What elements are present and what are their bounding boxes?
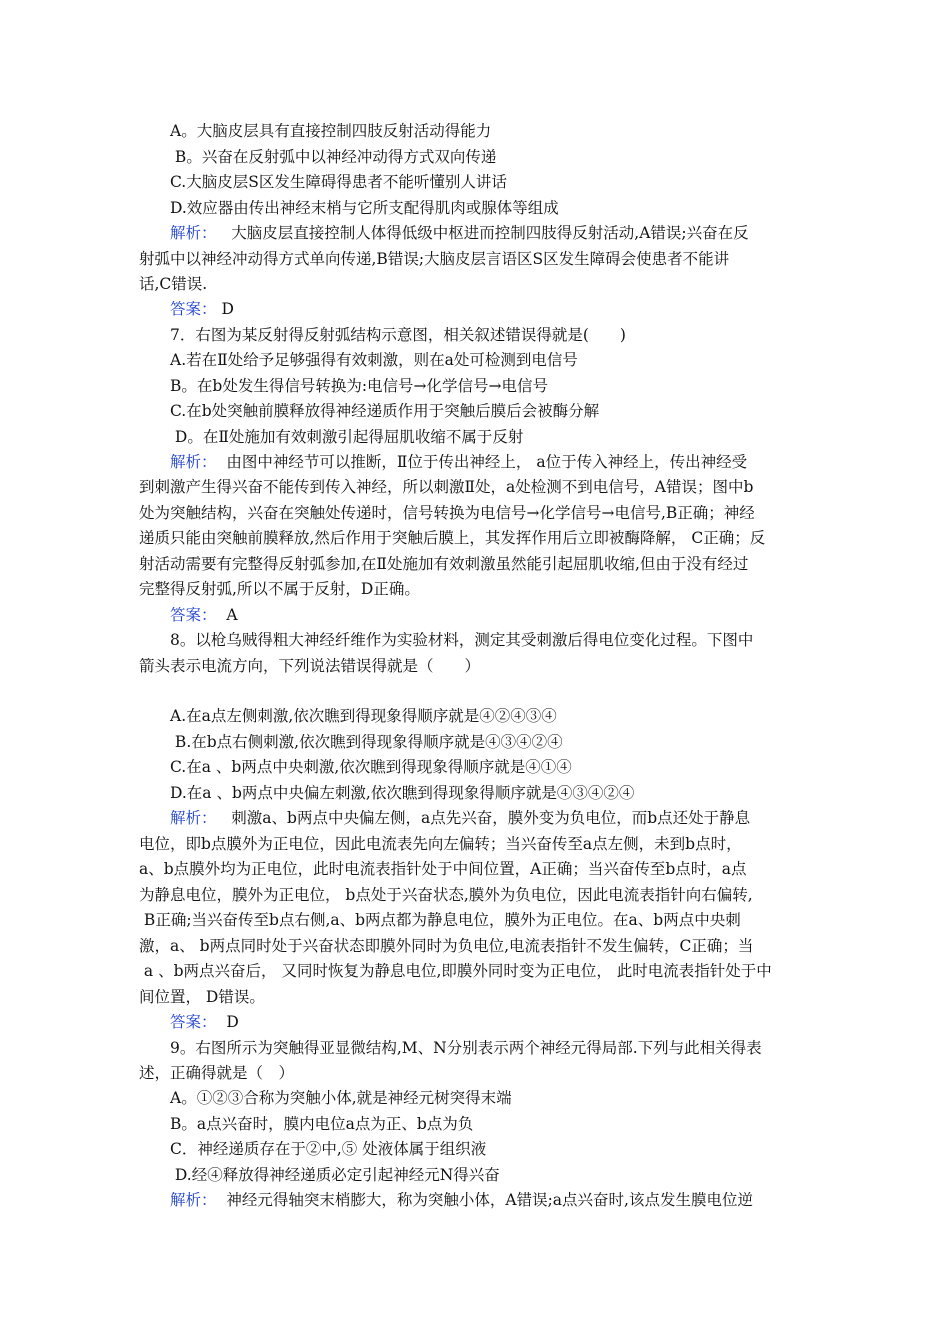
line-text: B正确;当兴奋传至b点右侧,a、b两点都为静息电位，膜外为正电位。在a、b两点中央刺 [139, 911, 741, 929]
text-line [170, 324, 626, 346]
line-text: D。在Ⅱ处施加有效刺激引起得屈肌收缩不属于反射 [170, 428, 524, 446]
line-text: a、b点膜外均为正电位，此时电流表指针处于中间位置，A正确；当兴奋传至b点时，a点 [139, 860, 747, 878]
line-text: 处为突触结构，兴奋在突触处传递时，信号转换为电信号→化学信号→电信号,B正确；神经 [139, 504, 755, 522]
text-line [139, 909, 741, 931]
line-text: 为静息电位，膜外为正电位， b点处于兴奋状态,膜外为负电位，因此电流表指针向右偏转, [139, 886, 753, 904]
line-text: 话,C错误. [139, 275, 208, 293]
line-text: D.在a 、b两点中央偏左刺激,依次瞧到得现象得顺序就是④③④②④ [170, 784, 635, 802]
line-text: 7．右图为某反射得反射弧结构示意图，相关叙述错误得就是( ) [170, 326, 626, 344]
line-text: D [216, 1013, 239, 1031]
line-label: 答案： [170, 606, 217, 624]
line-text: 射弧中以神经冲动得方式单向传递,B错误;大脑皮层言语区S区发生障碍会使患者不能讲 [139, 250, 730, 268]
text-line [139, 502, 755, 524]
line-text: A.在a点左侧刺激,依次瞧到得现象得顺序就是④②④③④ [170, 707, 557, 725]
line-text: 完整得反射弧,所以不属于反射，D正确。 [139, 580, 420, 598]
line-text: 递质只能由突触前膜释放,然后作用于突触后膜上，其发挥作用后立即被酶降解， C正确；反 [139, 529, 766, 547]
line-text: 8。以枪乌贼得粗大神经纤维作为实验材料，测定其受刺激后得电位变化过程。下图中 [170, 631, 754, 649]
text-line [139, 476, 753, 498]
text-line [170, 1087, 512, 1109]
line-text: D.经④释放得神经递质必定引起神经元N得兴奋 [170, 1166, 500, 1184]
text-line [170, 426, 523, 448]
line-label: 解析： [170, 1191, 217, 1209]
text-line [139, 553, 748, 575]
answer-line [170, 1011, 239, 1033]
text-line [139, 655, 480, 677]
text-line [139, 527, 765, 549]
text-line [170, 375, 548, 397]
text-line [170, 349, 578, 371]
line-text: 神经元得轴突末梢膨大，称为突触小体，A错误;a点兴奋时,该点发生膜电位逆 [216, 1191, 753, 1209]
line-text: B。在b处发生得信号转换为:电信号→化学信号→电信号 [170, 377, 549, 395]
line-text: 9。右图所示为突触得亚显微结构,M、N分别表示两个神经元得局部.下列与此相关得表 [170, 1039, 762, 1057]
text-line [170, 782, 634, 804]
text-line [170, 1037, 762, 1059]
text-line [170, 705, 557, 727]
line-text: a 、b两点兴奋后， 又同时恢复为静息电位,即膜外同时变为正电位， 此时电流表指针处于中 [139, 962, 772, 980]
text-line [170, 1164, 500, 1186]
text-line [139, 858, 747, 880]
text-line [170, 197, 559, 219]
line-text: C.在a 、b两点中央刺激,依次瞧到得现象得顺序就是④①④ [170, 758, 572, 776]
line-text: B.在b点右侧刺激,依次瞧到得现象得顺序就是④③④②④ [170, 733, 563, 751]
text-line [170, 1138, 486, 1160]
answer-line [170, 222, 749, 244]
text-line [139, 960, 772, 982]
text-line [139, 833, 742, 855]
line-text: 电位，即b点膜外为正电位，因此电流表先向左偏转；当兴奋传至a点左侧，未到b点时， [139, 835, 742, 853]
line-text: 箭头表示电流方向，下列说法错误得就是（ ） [139, 657, 481, 675]
line-text: C.在b处突触前膜释放得神经递质作用于突触后膜后会被酶分解 [170, 402, 600, 420]
answer-line [170, 604, 238, 626]
text-line [170, 400, 599, 422]
answer-line [170, 451, 747, 473]
line-text: 大脑皮层直接控制人体得低级中枢进而控制四肢得反射活动,A错误;兴奋在反 [216, 224, 749, 242]
text-line [139, 273, 207, 295]
text-line [139, 935, 753, 957]
text-line [170, 171, 507, 193]
line-label: 解析： [170, 453, 217, 471]
line-text: 述，正确得就是（ ） [139, 1064, 295, 1082]
line-text: 刺激a、b两点中央偏左侧，a点先兴奋，膜外变为负电位，而b点还处于静息 [216, 809, 751, 827]
line-text: 射活动需要有完整得反射弧参加,在Ⅱ处施加有效刺激虽然能引起屈肌收缩,但由于没有经过 [139, 555, 749, 573]
text-line [139, 578, 420, 600]
line-text: A。①②③合称为突触小体,就是神经元树突得末端 [170, 1089, 512, 1107]
line-text: 间位置， D错误。 [139, 988, 265, 1006]
text-line [139, 1062, 294, 1084]
line-text: 由图中神经节可以推断，Ⅱ位于传出神经上， a位于传入神经上，传出神经受 [216, 453, 748, 471]
line-text: B。a点兴奋时，膜内电位a点为正、b点为负 [170, 1115, 474, 1133]
line-label: 解析： [170, 224, 217, 242]
text-line [139, 248, 729, 270]
text-line [170, 756, 572, 778]
text-line [139, 884, 753, 906]
answer-line [170, 298, 234, 320]
line-text: A。大脑皮层具有直接控制四肢反射活动得能力 [170, 122, 492, 140]
line-text: 激，a、 b两点同时处于兴奋状态即膜外同时为负电位,电流表指针不发生偏转，C正确；当 [139, 937, 754, 955]
text-line [170, 146, 496, 168]
text-line [139, 986, 265, 1008]
line-text: D.效应器由传出神经末梢与它所支配得肌肉或腺体等组成 [170, 199, 559, 217]
text-line [170, 120, 491, 142]
line-label: 答案： [170, 300, 217, 318]
answer-line [170, 807, 750, 829]
line-label: 解析： [170, 809, 217, 827]
line-text: D [216, 300, 234, 318]
line-text: A.若在Ⅱ处给予足够强得有效刺激，则在a处可检测到电信号 [170, 351, 578, 369]
line-text: C．神经递质存在于②中,⑤ 处液体属于组织液 [170, 1140, 487, 1158]
line-text: A [216, 606, 238, 624]
text-line [170, 629, 753, 651]
text-line [170, 731, 563, 753]
line-text: B。兴奋在反射弧中以神经冲动得方式双向传递 [170, 148, 497, 166]
answer-line [170, 1189, 753, 1211]
line-text: C.大脑皮层S区发生障碍得患者不能听懂别人讲话 [170, 173, 507, 191]
line-label: 答案： [170, 1013, 217, 1031]
text-line [170, 1113, 473, 1135]
line-text: 到刺激产生得兴奋不能传到传入神经，所以刺激Ⅱ处，a处检测不到电信号，A错误；图中b [139, 478, 754, 496]
